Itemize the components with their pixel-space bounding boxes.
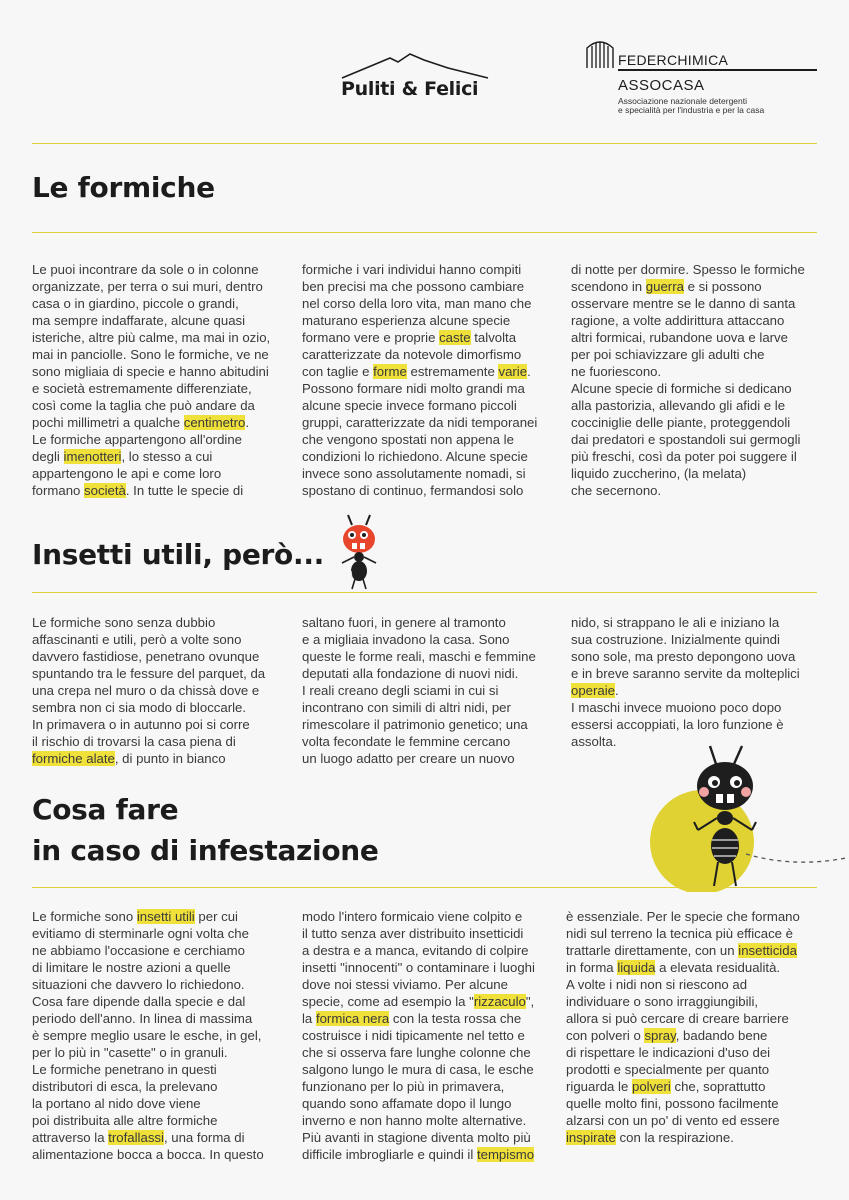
text-line: è sempre meglio usare le esche, in gel, — [32, 1028, 262, 1043]
highlighted-term: imenotteri — [63, 449, 122, 464]
text-line: ben precisi ma che possono cambiare — [302, 279, 525, 294]
text-line: A volte i nidi non si riescono ad — [566, 977, 748, 992]
text-line: individuare o sono irraggiungibili, — [566, 994, 759, 1009]
text-line: prodotti e specialmente per quanto — [566, 1062, 770, 1077]
highlighted-term: varie — [498, 364, 528, 379]
text-line: evitiamo di sterminarle ogni volta che — [32, 926, 249, 941]
federchimica-name: FEDERCHIMICA — [618, 52, 729, 68]
text-line: poi distribuita alle altre formiche — [32, 1113, 218, 1128]
section-title-line-2: in caso di infestazione — [32, 834, 379, 867]
text-line: inverno e non hanno molte alternative. — [302, 1113, 527, 1128]
text-line: ragione, a volte addirittura attaccano — [571, 313, 785, 328]
text-line: Le formiche sono senza dubbio — [32, 615, 216, 630]
text-line: che vengono spostati non appena le — [302, 432, 514, 447]
text-line: altri formicai, rubandone uova e larve — [571, 330, 788, 345]
text-line: Alcune specie di formiche si dedicano — [571, 381, 792, 396]
text-column — [302, 261, 548, 499]
section-title: Insetti utili, però... — [32, 538, 325, 571]
text-line: quelle molto fini, possono facilmente — [566, 1096, 779, 1111]
text-line: funzionano per lo più in primavera, — [302, 1079, 505, 1094]
highlighted-term: insetticida — [738, 943, 797, 958]
text-line: degli imenotteri, lo stesso a cui — [32, 449, 213, 464]
highlighted-term: caste — [439, 330, 471, 345]
text-line: liquido zuccherino, (la melata) — [571, 466, 747, 481]
text-line: queste le forme reali, maschi e femmine — [302, 649, 536, 664]
section-title: Le formiche — [32, 171, 215, 204]
text-line: è essenziale. Per le specie che formano — [566, 909, 800, 924]
text-line: organizzate, per terra o sui muri, dentro — [32, 279, 263, 294]
federchimica-logo — [584, 38, 819, 118]
text-line: che si osserva fare lunghe colonne che — [302, 1045, 531, 1060]
text-line: Cosa fare dipende dalla specie e dal — [32, 994, 246, 1009]
text-column — [571, 614, 817, 750]
text-line: in forma liquida a elevata residualità. — [566, 960, 781, 975]
text-line: costruisce i nidi tipicamente nel tetto e — [302, 1028, 525, 1043]
text-line: una crepa nel muro o da chissà dove e — [32, 683, 260, 698]
section-title-line-1: Cosa fare — [32, 793, 179, 826]
text-line: distributori di esca, la prelevano — [32, 1079, 218, 1094]
text-line: Le formiche sono insetti utili per cui — [32, 909, 238, 924]
text-line: ne abbiamo l'occasione e cerchiamo — [32, 943, 245, 958]
text-line: ne fuoriescono. — [571, 364, 662, 379]
highlighted-term: trofallassi — [108, 1130, 164, 1145]
text-line: caratterizzate da notevole dimorfismo — [302, 347, 522, 362]
text-line: e a migliaia invadono la casa. Sono — [302, 632, 510, 647]
text-line: riguarda le polveri che, soprattutto — [566, 1079, 766, 1094]
text-line: modo l'intero formicaio viene colpito e — [302, 909, 523, 924]
text-line: più freschi, così da poter poi suggere il — [571, 449, 797, 464]
text-line: saltano fuori, in genere al tramonto — [302, 615, 506, 630]
highlighted-term: inspirate — [566, 1130, 616, 1145]
highlighted-term: operaie — [571, 683, 615, 698]
text-line: trattarle direttamente, con un insetticida — [566, 943, 797, 958]
text-line: Le puoi incontrare da sole o in colonne — [32, 262, 259, 277]
text-line: allora si può cercare di creare barriere — [566, 1011, 789, 1026]
text-line: che secernono. — [571, 483, 662, 498]
text-line: difficile imbrogliarle e quindi il tempismo — [302, 1147, 535, 1162]
text-line: il tutto senza aver distribuito insetticidi — [302, 926, 524, 941]
text-line: nido, si strappano le ali e iniziano la — [571, 615, 780, 630]
text-line: appartengono le api e come loro — [32, 466, 222, 481]
text-line: operaie. — [571, 683, 619, 698]
text-column — [32, 614, 278, 767]
text-line: nidi sul terreno la tecnica più efficace è — [566, 926, 794, 941]
text-line: situazioni che davvero lo richiedono. — [32, 977, 245, 992]
text-line: Le formiche appartengono all'ordine — [32, 432, 242, 447]
text-line: cocciniglie delle piante, proteggendoli — [571, 415, 791, 430]
text-line: formano società. In tutte le specie di — [32, 483, 244, 498]
text-line: spuntando tra le fessure del parquet, da — [32, 666, 266, 681]
text-line: di notte per dormire. Spesso le formiche — [571, 262, 805, 277]
federchimica-emblem-icon — [584, 38, 616, 70]
highlighted-term: società — [84, 483, 126, 498]
text-line: per lo più in "casette" o in granuli. — [32, 1045, 228, 1060]
text-line: casa o in giardino, piccole o grandi, — [32, 296, 239, 311]
highlighted-term: spray — [644, 1028, 676, 1043]
text-line: con taglie e forme estremamente varie. — [302, 364, 531, 379]
text-line: sono sole, ma presto depongono uova — [571, 649, 796, 664]
text-line: attraverso la trofallassi, una forma di — [32, 1130, 245, 1145]
highlighted-term: insetti utili — [136, 909, 195, 924]
text-line: mai in panciolle. Sono le formiche, ve ne — [32, 347, 269, 362]
text-line: con polveri o spray, badando bene — [566, 1028, 768, 1043]
text-line: rimescolare il patrimonio genetico; una — [302, 717, 528, 732]
text-line: In primavera o in autunno poi si corre — [32, 717, 250, 732]
divider — [32, 592, 817, 593]
text-column — [571, 261, 817, 499]
text-line: ma sempre indaffarate, alcune quasi — [32, 313, 246, 328]
divider — [32, 232, 817, 233]
text-line: isteriche, altre più calme, ma mai in ozio, — [32, 330, 271, 345]
text-line: osservare mentre se le danno di santa — [571, 296, 796, 311]
text-line: così come la taglia che può andare da — [32, 398, 255, 413]
text-line: a destra e a manca, evitando di colpire — [302, 943, 529, 958]
text-line: volta fecondate le femmine cercano — [302, 734, 511, 749]
roof-line-icon — [340, 48, 490, 82]
text-line: deputati alla fondazione di nuovi nidi. — [302, 666, 519, 681]
assocasa-name: ASSOCASA — [618, 77, 705, 94]
text-line: di rispettare le indicazioni d'uso dei — [566, 1045, 771, 1060]
text-line: la formica nera con la testa rossa che — [302, 1011, 522, 1026]
puliti-felici-logo — [340, 48, 490, 108]
text-line: assolta. — [571, 734, 617, 749]
text-line: formano vere e proprie caste talvolta — [302, 330, 517, 345]
text-line: scendono in guerra e si possono — [571, 279, 762, 294]
text-line: sua costruzione. Inizialmente quindi — [571, 632, 780, 647]
highlighted-term: polveri — [631, 1079, 671, 1094]
text-column — [32, 261, 278, 499]
text-line: per poi schiavizzare gli adulti che — [571, 347, 765, 362]
header — [0, 0, 849, 140]
text-line: il rischio di trovarsi la casa piena di — [32, 734, 236, 749]
text-line: e società estremamente differenziate, — [32, 381, 252, 396]
assocasa-subtitle-2: e specialità per l'industria e per la casa — [618, 105, 765, 115]
text-line: dai predatori e spostandoli sui germogli — [571, 432, 801, 447]
assocasa-subtitle-1: Associazione nazionale detergenti — [618, 96, 748, 106]
text-line: e in breve saranno servite da molteplici — [571, 666, 800, 681]
text-column — [302, 908, 548, 1163]
text-line: salgono lungo le mura di casa, le esche — [302, 1062, 534, 1077]
text-line: quando sono affamate dopo il lungo — [302, 1096, 512, 1111]
text-line: alimentazione bocca a bocca. In questo — [32, 1147, 264, 1162]
text-line: essersi accoppiati, la loro funzione è — [571, 717, 784, 732]
highlighted-term: tempismo — [476, 1147, 535, 1162]
highlighted-term: guerra — [645, 279, 684, 294]
text-line: condizioni lo richiedono. Alcune specie — [302, 449, 528, 464]
highlighted-term: forme — [373, 364, 407, 379]
text-line: maturano esperienza alcune specie — [302, 313, 511, 328]
text-line: sembra non ci sia modo di bloccarle. — [32, 700, 247, 715]
text-line: incontrano con simili di altri nidi, per — [302, 700, 511, 715]
highlighted-term: liquida — [617, 960, 656, 975]
text-line: nel corso della loro vita, man mano che — [302, 296, 532, 311]
text-line: alzarsi con un po' di vento ed essere — [566, 1113, 780, 1128]
text-line: formiche alate, di punto in bianco — [32, 751, 226, 766]
text-line: periodo dell'anno. In linea di massima — [32, 1011, 253, 1026]
text-column — [302, 614, 548, 767]
text-line: pochi millimetri a qualche centimetro. — [32, 415, 249, 430]
logo-divider — [618, 69, 817, 71]
text-line: sono migliaia di specie e hanno abitudini — [32, 364, 269, 379]
text-line: spostano di continuo, fermandosi solo — [302, 483, 524, 498]
text-line: davvero fastidiose, penetrano ovunque — [32, 649, 260, 664]
text-line: specie, come ad esempio la "rizzaculo", — [302, 994, 535, 1009]
text-line: Possono formare nidi molto grandi ma — [302, 381, 525, 396]
text-line: affascinanti e utili, però a volte sono — [32, 632, 242, 647]
text-line: inspirate con la respirazione. — [566, 1130, 734, 1145]
text-line: I reali creano degli sciami in cui si — [302, 683, 499, 698]
text-line: Le formiche penetrano in questi — [32, 1062, 217, 1077]
text-line: un luogo adatto per creare un nuovo — [302, 751, 515, 766]
black-ant-illustration-icon — [624, 742, 849, 892]
text-line: Più avanti in stagione diventa molto più — [302, 1130, 531, 1145]
text-line: dove noi stessi viviamo. Per alcune — [302, 977, 508, 992]
text-line: alla pastorizia, allevando gli afidi e le — [571, 398, 786, 413]
text-line: alcune specie invece formano piccoli — [302, 398, 517, 413]
highlighted-term: formica nera — [315, 1011, 390, 1026]
red-ant-illustration-icon — [330, 513, 390, 591]
text-line: invece sono assolutamente nomadi, si — [302, 466, 526, 481]
text-line: di limitare le nostre azioni a quelle — [32, 960, 231, 975]
text-line: I maschi invece muoiono poco dopo — [571, 700, 782, 715]
divider — [32, 143, 817, 144]
divider — [32, 887, 817, 888]
highlighted-term: centimetro — [183, 415, 246, 430]
logo-text: Puliti & Felici — [341, 78, 479, 100]
text-line: insetti "innocenti" o contaminare i luoghi — [302, 960, 535, 975]
text-line: la portano al nido dove viene — [32, 1096, 201, 1111]
highlighted-term: rizzaculo — [473, 994, 526, 1009]
highlighted-term: formiche alate — [32, 751, 115, 766]
text-line: gruppi, caratterizzate da nidi temporanei — [302, 415, 538, 430]
text-column — [566, 908, 812, 1146]
text-column — [32, 908, 278, 1163]
text-line: formiche i vari individui hanno compiti — [302, 262, 522, 277]
